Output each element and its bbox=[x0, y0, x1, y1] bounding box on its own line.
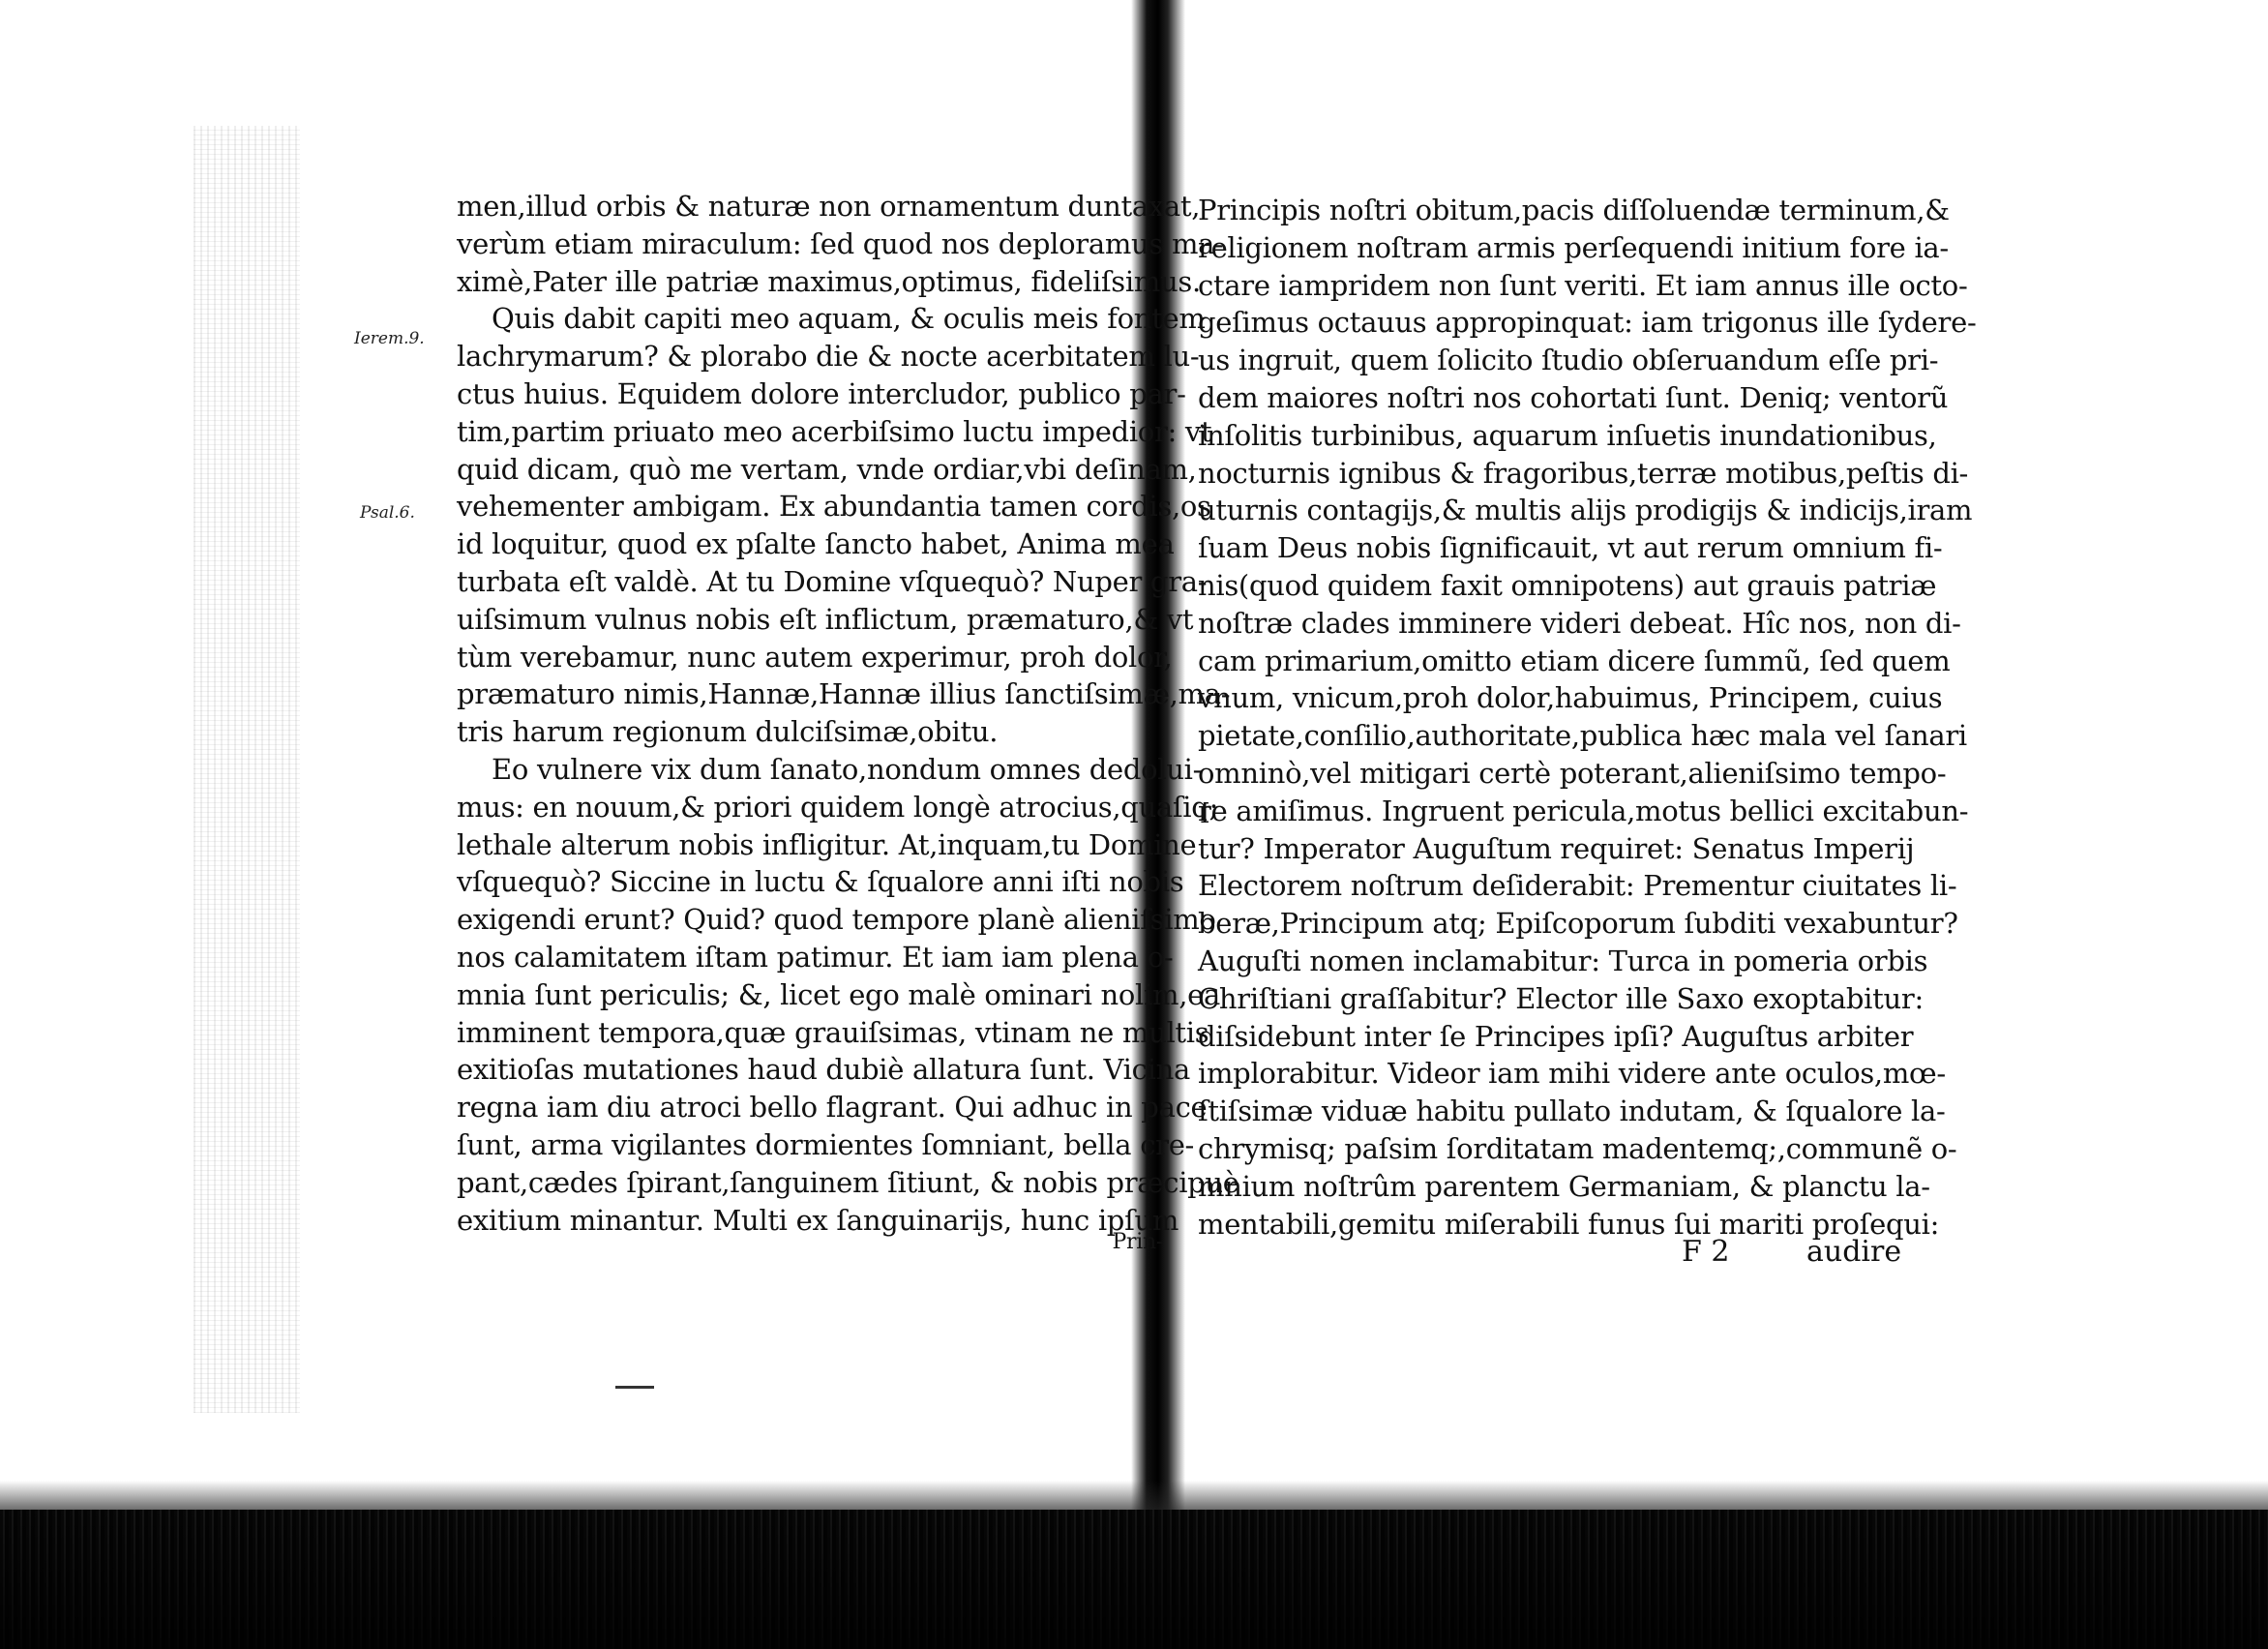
text-line: geſimus octauus appropinquat: iam trigonus ille ſydere- bbox=[1198, 306, 1977, 340]
catchword-left: Prin- bbox=[1112, 1230, 1163, 1255]
text-line: men,illud orbis & naturæ non ornamentum duntaxat, bbox=[457, 190, 1201, 223]
signature-mark: F 2 bbox=[1682, 1235, 1730, 1269]
text-line: exitium minantur. Multi ex ſanguinarijs, hunc ipſum bbox=[457, 1203, 1179, 1237]
text-line: Electorem noſtrum deſiderabit: Prementur ciuitates li- bbox=[1198, 869, 1957, 903]
text-line: Chriſtiani graſſabitur? Elector ille Saxo exoptabitur: bbox=[1198, 981, 1924, 1015]
text-line: pant,cædes ſpirant,ſanguinem ſitiunt, & nobis præcipuè bbox=[457, 1165, 1239, 1199]
right-page-text bbox=[1198, 192, 1977, 1243]
text-line: regna iam diu atroci bello flagrant. Qui adhuc in pace bbox=[457, 1091, 1208, 1124]
text-line: omninò,vel mitigari certè poterant,alieniſsimo tempo- bbox=[1198, 756, 1947, 790]
text-line: vſquequò? Siccine in luctu & ſqualore anni iſti nobis bbox=[457, 865, 1184, 899]
text-line: us ingruit, quem ſolicito ſtudio obſeruandum eſſe pri- bbox=[1198, 344, 1939, 377]
text-line: beræ,Principum atq; Epiſcoporum ſubditi vexabuntur? bbox=[1198, 907, 1958, 941]
text-line: uturnis contagijs,& multis alijs prodigijs & indicijs,iram bbox=[1198, 494, 1973, 527]
text-line: ximè,Pater ille patriæ maximus,optimus, fideliſsimus. bbox=[457, 264, 1201, 298]
text-line: Eo vulnere vix dum ſanato,nondum omnes dedolui- bbox=[492, 752, 1203, 786]
text-line: mnia ſunt periculis; &, licet ego malè ominari nolim,ea bbox=[457, 977, 1220, 1011]
text-line: implorabitur. Videor iam mihi videre ante oculos,mœ- bbox=[1198, 1057, 1946, 1091]
text-line: Auguſti nomen inclamabitur: Turca in pomeria orbis bbox=[1198, 944, 1928, 977]
text-line: uiſsimum vulnus nobis eſt inflictum, præmaturo,& vt bbox=[457, 602, 1194, 636]
text-line: nos calamitatem iſtam patimur. Et iam iam plena o- bbox=[457, 940, 1174, 974]
text-line: tùm verebamur, nunc autem experimur, proh dolor, bbox=[457, 640, 1173, 674]
text-line: tur? Imperator Auguſtum requiret: Senatus Imperij bbox=[1198, 831, 1915, 865]
left-page-text bbox=[457, 188, 1239, 1255]
text-line: re amiſimus. Ingruent pericula,motus bellici excitabun- bbox=[1198, 794, 1969, 827]
text-line: ſtiſsimæ viduæ habitu pullato indutam, & ſqualore la- bbox=[1198, 1094, 1946, 1128]
text-line: cam primarium,omitto etiam dicere ſummũ, ſed quem bbox=[1198, 644, 1951, 677]
stray-ink-mark bbox=[615, 1386, 654, 1389]
text-line: chrymisq; paſsim ſorditatam madentemq;,communẽ o- bbox=[1198, 1131, 1957, 1165]
left-edge-scan-noise bbox=[194, 126, 300, 1413]
text-line: imminent tempora,quæ grauiſsimas, vtinam ne multis bbox=[457, 1015, 1209, 1049]
bottom-scan-border bbox=[0, 1510, 2268, 1649]
text-line: mentabili,gemitu miſerabili funus ſui mariti proſequi: bbox=[1198, 1207, 1940, 1241]
text-line: ſunt, arma vigilantes dormientes ſomniant, bella cre- bbox=[457, 1127, 1195, 1161]
text-line: ctare iampridem non ſunt veriti. Et iam annus ille octo- bbox=[1198, 268, 1968, 302]
text-line: quid dicam, quò me vertam, vnde ordiar,vbi deſinam, bbox=[457, 452, 1197, 486]
text-line: tris harum regionum dulciſsimæ,obitu. bbox=[457, 715, 999, 749]
text-line: præmaturo nimis,Hannæ,Hannæ illius ſanctiſsimæ,ma- bbox=[457, 677, 1231, 711]
text-line: exitioſas mutationes haud dubiè allatura ſunt. Vicina bbox=[457, 1053, 1190, 1087]
text-line: ſuam Deus nobis ſignificauit, vt aut rerum omnium fi- bbox=[1198, 531, 1943, 565]
text-line: turbata eſt valdè. At tu Domine vſquequò? Nuper gra- bbox=[457, 564, 1208, 598]
text-line: mus: en nouum,& priori quidem longè atrocius,quaſiq; bbox=[457, 790, 1219, 824]
text-line: ctus huius. Equidem dolore intercludor, publico par- bbox=[457, 376, 1186, 410]
text-line: nocturnis ignibus & fragoribus,terræ motibus,peſtis di- bbox=[1198, 456, 1969, 490]
text-line: vehementer ambigam. Ex abundantia tamen cordis,os bbox=[457, 490, 1211, 524]
text-line: exigendi erunt? Quid? quod tempore planè alieniſsimo bbox=[457, 903, 1216, 937]
page-footer bbox=[1682, 1235, 1901, 1269]
text-line: pietate,conſilio,authoritate,publica hæc mala vel ſanari bbox=[1198, 719, 1967, 753]
text-line: vnum, vnicum,proh dolor,habuimus, Principem, cuius bbox=[1198, 681, 1943, 715]
text-line: noſtræ clades imminere videri debeat. Hîc nos, non di- bbox=[1198, 606, 1961, 640]
text-line: id loquitur, quod ex pſalte ſancto habet, Anima mea bbox=[457, 527, 1175, 561]
text-line: nis(quod quidem faxit omnipotens) aut grauis patriæ bbox=[1198, 568, 1937, 602]
text-line: dem maiores noſtri nos cohortati ſunt. Deniq; ventorũ bbox=[1198, 380, 1949, 414]
margin-note-psal: Psal.6. bbox=[360, 503, 415, 523]
text-line: lethale alterum nobis infligitur. At,inquam,tu Domine bbox=[457, 827, 1197, 861]
text-line: tim,partim priuato meo acerbiſsimo luctu impedior: vt bbox=[457, 414, 1212, 448]
text-line: mnium noſtrûm parentem Germaniam, & planctu la- bbox=[1198, 1169, 1930, 1203]
text-line: verùm etiam miraculum: ſed quod nos deploramus ma- bbox=[457, 226, 1224, 260]
text-line: inſolitis turbinibus, aquarum inſuetis inundationibus, bbox=[1198, 418, 1937, 452]
text-line: Quis dabit capiti meo aquam, & oculis meis fontem bbox=[492, 302, 1206, 336]
text-line: Principis noſtri obitum,pacis diſſoluendæ terminum,& bbox=[1198, 194, 1950, 226]
text-line: religionem noſtram armis perſequendi initium fore ia- bbox=[1198, 230, 1949, 264]
margin-note-ierem: Ierem.9. bbox=[354, 329, 425, 348]
text-line: lachrymarum? & plorabo die & nocte acerbitatem lu- bbox=[457, 340, 1200, 374]
catchword-right: audire bbox=[1806, 1235, 1902, 1269]
text-line: diſsidebunt inter ſe Principes ipſi? Auguſtus arbiter bbox=[1198, 1019, 1914, 1053]
